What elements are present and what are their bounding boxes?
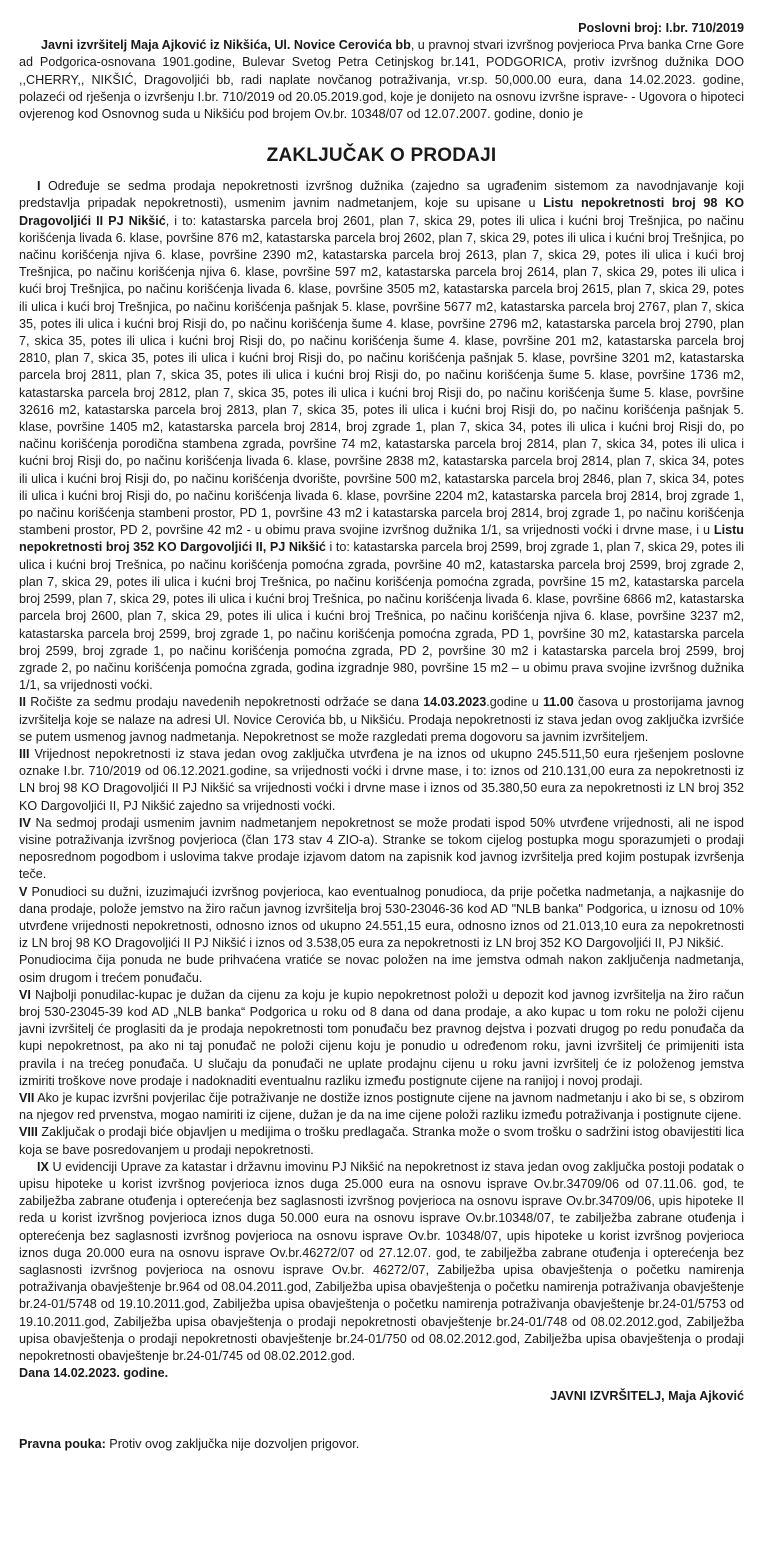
section-4-number: IV — [19, 815, 31, 830]
section-5-text: Ponudioci su dužni, izuzimajući izvršnog povjerioca, kao eventualnog ponudioca, da prije početka nadmetanja, a najkasnije do dana prodaje, polože jemstvo na žiro račun javnog izvršitelja broj 530-23046-36 kod AD "NLB banka" Podgorica, u iznosu od 10% utvrđene vrijednosti nepokretnosti, odnosno iznos od ukupno 24.551,15 eura, odnosno iznos od 21.013,10 eura za nepokretnosti iz LN broj 98 KO Dragovoljići II PJ Nikšić i iznos od 3.538,05 eura za nepokretnosti iz LN broj 352 KO Dargovoljići II, PJ Nikšić. — [19, 884, 744, 951]
signature: JAVNI IZVRŠITELJ, Maja Ajković — [550, 1389, 744, 1404]
section-2-text-a: Ročište za sedmu prodaju navedenih nepokretnosti održaće se dana — [26, 695, 424, 710]
section-2-text-b: .godine u — [486, 695, 543, 710]
section-1-number: I — [37, 179, 41, 194]
hearing-time: 11.00 — [542, 695, 574, 710]
section-5 — [19, 884, 744, 953]
legal-notice-text: Protiv ovog zaključka nije dozvoljen prigovor. — [105, 1436, 360, 1451]
issue-date: Dana 14.02.2023. godine. — [19, 1366, 169, 1381]
section-1-text-b: , i to: katastarska parcela broj 2601, plan 7, skica 29, potes ili ulica i kućni broj Trešnjica, po načinu korišćenja livada 6. klase, površine 876 m2, katastarska parcela broj 2602, plan 7, skica 29, potes ili ulica i kućni broj Trešnjica, po načinu korišćenja njiva 6. klase, površine 2390 m2, katastarska parcela broj 2613, plan 7, skica 29, potes ili ulica i kući broj Trešnjica, po načinu korišćenja njiva 6. klase, površine 597 m2, katastarska parcela broj 2614, plan 7, skica 29, potes ili ulica i kući broj Trešnjica, po načinu korišćenja livada 6. klase, površine 3505 m2, katastarska parcela broj 2615, plan 7, skica 29, potes ili ulica i kući broj Trešnjica, po načinu korišćenja pašnjak 5. klase, površine 5677 m2, katastarska parcela broj 2767, plan 7, skica 35, potes ili ulica i kućni broj Risji do, po načinu korišćenja šume 4. klase, površine 2796 m2, katastarska parcela broj 2790, plan 7, skica 35, potes ili ulica i kućni broj Risji do, po načinu korišćenja šume 4. klase, površine 201 m2, katastarska parcela broj 2810, plan 7, skica 35, potes ili ulica i kućni broj Risji do, po načinu korišćenja pašnjak 5. klase, površine 3201 m2, katastarska parcela broj 2811, plan 7, skica 35, potes ili ulica i kućni broj Risji do, po načinu korišćenja šume 5. klase, površine 1736 m2, katastarska parcela broj 2812, plan 7, skica 35, potes ili ulica i kućni broj Risji do, po načinu korišćenja šume 5. klase, površine 32616 m2, katastarska parcela broj 2813, plan 7, skica 35, potes ili ulica i kućni broj Risji do, po načinu korišćenja pašnjak 5. klase, površine 1405 m2, katastarska parcela broj 2814, broj zgrade 1, plan 7, skica 34, potes ili ulica i kućni broj Risji do, po načinu korišćenja porodična stambena zgrada, površine 74 m2, katastarska parcela broj 2814, plan 7, skica 34, potes ili ulica i kućni broj Risji do, po načinu korišćenja livada 6. klase, površine 2838 m2, katastarska parcela broj 2814, plan 7, skica 34, potes ili ulica i kućni broj Risji do, po načinu korišćenja dvorište, površine 500 m2, katastarska parcela broj 2846, plan 7, skica 34, potes ili ulica i kućni broj Risji do, po načinu korišćenja livada 6. klase, površine 2204 m2, katastarska parcela broj 2814, broj zgrade 1, po načinu korišćenja stambeni prostor, PD 1, površine 43 m2 i katastarska parcela broj 2814, broj zgrade 1, po načinu korišćenja stambeni prostor, PD 2, površine 42 m2 - u obimu prava svojine izvršnog dužnika 1/1, sa vrijednosti voćki i drvne mase, i u — [19, 213, 744, 538]
section-8-number: VIII — [19, 1125, 38, 1140]
hearing-date: 14.03.2023 — [423, 695, 487, 710]
section-3 — [19, 746, 744, 815]
section-7-number: VII — [19, 1090, 35, 1105]
section-1-text-a: Određuje se sedma prodaja nepokretnosti izvršnog dužnika (zajedno sa ugrađenim sistemom za navodnjavanje koji predstavlja pripadak nepokretnosti), usmenim javnim nadmetanjem, koje su upisane u — [19, 179, 744, 211]
section-9-text: U evidenciji Uprave za katastar i državnu imovinu PJ Nikšić na nepokretnost iz stava jedan ovog zaključka postoji podatak o upisu hipoteke u korist izvršnog povjerioca iznos duga 25.000 eura na osnovu isprave Ov.br.34709/06 od 07.11.06. god, te zabilježba zabrane otuđenja i opterećenja bez saglasnosti izvršnog povjerioca na osnovu isprave Ov.br.34709/06, upis hipoteke II reda u korist izvršnog povjerioca iznos duga 50.000 eura na osnovu isprave Ov.br.10348/07, te zabilježba zabrane otuđenja i opterećenja bez saglasnosti izvršnog povjerioca na osnovu isprave Ov.br. 10348/07, upis hipoteke u korist izvršnog povjerioca iznos duga 20.000 eura na osnovu isprave Ov.br.46272/07 od 27.12.07. god, te zabilježba zabrane otuđenja i opterećenja bez saglasnosti izvršnog povjerioca na osnovu isprave Ov.br. 46272/07, Zabilježba upisa obavještenja o početku namirenja potraživanja obavještenje br.964 od 08.04.2011.god, Zabilježba upisa obavještenja o početku namirenja potraživanja obavještenje br.24-01/5748 od 19.10.2011.god, Zabilježba upisa obavještenja o početku namirenja potraživanja obavještenje br.24-01/5753 od 19.10.2011.god, Zabilježba upisa obavještenja o prodaji nepokretnosti obavještenje br.24-01/748 od 08.02.2012.god, Zabilježba upisa obavještenja o prodaji nepokretnosti obavještenje br.24-01/750 od 08.02.2012.god, Zabilježba upisa obavještenja o prodaji nepokretnosti obavještenje br.24-01/745 od 08.02.2012.god. — [19, 1159, 744, 1364]
section-6-number: VI — [19, 987, 31, 1002]
section-2-text-c: časova u prostorijama javnog izvršitelja koje se nalaze na adresi Ul. Novice Cerovića bb, u Nikšiću. Prodaja nepokretnosti iz stava jedan ovog zaključka izvršiće se putem usmenog javnog nadmetanja. Nepokretnost se može razgledati prema dogovoru sa javnim izvršiteljem. — [19, 695, 744, 744]
legal-notice-label: Pravna pouka: — [19, 1436, 106, 1451]
intro-text: , u pravnoj stvari izvršnog povjerioca Prva banka Crne Gore ad Podgorica-osnovana 1901.godine, Bulevar Svetog Petra Cetinjskog br.141, PODGORICA, protiv izvršnog dužnika DOO ,,CHERRY,, NIKŠIĆ, Dragovoljići bb, radi naplate novčanog potraživanja, vr.sp. 50,000.00 eura, dana 14.02.2023. godine, polazeći od rješenja o izvršenju I.br. 710/2019 od 20.05.2019.god, koje je donijeto na osnovu izvršne isprave- - Ugovora o hipoteci ovjerenog kod Osnovnog suda u Nikšiću pod brojem Ov.br. 10348/07 od 12.07.2007. godine, donio je — [19, 38, 744, 122]
section-6 — [19, 987, 744, 1090]
section-9 — [19, 1159, 744, 1365]
section-2 — [19, 694, 744, 746]
section-3-text: Vrijednost nepokretnosti iz stava jedan ovog zaključka utvrđena je na iznos od ukupno 245.511,50 eura rješenjem poslovne oznake I.br. 710/2019 od 06.12.2021.godine, sa vrijednosti voćki i drvne mase, i to: iznos od 210.131,00 eura za nepokretnosti iz LN broj 98 KO Dragovoljići II PJ Nikšić sa vrijednosti voćki i drvne mase i iznos od 35.380,50 eura za nepokretnosti iz LN broj 352 KO Dargovoljići II, PJ Nikšić zajedno sa vrijednosti voćki. — [19, 746, 744, 813]
section-7 — [19, 1090, 744, 1124]
legal-notice — [19, 1436, 744, 1453]
section-9-number: IX — [37, 1159, 49, 1174]
section-8 — [19, 1124, 744, 1158]
section-6-text: Najbolji ponudilac-kupac je dužan da cijenu za koju je kupio nepokretnost položi u depozit kod javnog izvršitelja na žiro račun broj 530-23045-39 kod AD „NLB banka“ Podgorica u roku od 8 dana od dana prodaje, a ako kupac u tom roku ne položi cijenu javni izvršitelj će proglasiti da je prodaja nepokretnosti tom ponuđaču bez pravnog dejstva i pozvati drugog po redu ponuđača da kupi nepokretnost, pa ako ni taj ponuđač ne položi cijenu koju je ponudio u određenom roku, javni izvršitelj će primijeniti ista pravila i na trećeg ponuđača. U slučaju da ponuđači ne uplate prodajnu cijenu u roku javni izvršitelj će iz položenog jemstva izmiriti troškove nove prodaje i nadoknaditi eventualnu razliku između postignute cijene na ranijoj i novoj prodaji. — [19, 987, 744, 1088]
document — [19, 20, 744, 1453]
section-8-text: Zaključak o prodaji biće objavljen u medijima o trošku predlagača. Stranka može o svom trošku o sadržini istog obavijestiti lica koja se bave posredovanjem u prodaji nepokretnosti. — [19, 1125, 744, 1157]
enforcement-officer: Javni izvršitelj Maja Ajković iz Nikšića, Ul. Novice Cerovića bb — [41, 38, 411, 53]
section-1-property-list-98: Listu nepokretnosti broj 98 KO Dragovoljići II PJ Nikšić — [19, 196, 744, 228]
section-7-text: Ako je kupac izvršni povjerilac čije potraživanje ne dostiže iznos postignute cijene na javnom nadmetanju i ako bi se, s obzirom na njegov red prvenstva, mogao namiriti iz cijene, dužan je da na ime cijene položi razliku između potraživanja i postignute cijene. — [19, 1090, 744, 1123]
section-5-number: V — [19, 884, 28, 899]
section-5-continuation: Ponudiocima čija ponuda ne bude prihvaćena vratiće se novac položen na ime jemstva odmah nakon zaključenja nadmetanja, osim drugom i trećem ponuđaču. — [19, 953, 744, 985]
intro-paragraph — [19, 37, 744, 123]
section-1 — [19, 178, 744, 694]
document-title: ZAKLJUČAK O PRODAJI — [266, 145, 497, 167]
section-1-property-list-352: Listu nepokretnosti broj 352 KO Dargovoljići II, PJ Nikšić — [19, 523, 744, 555]
section-2-number: II — [19, 695, 26, 710]
section-3-number: III — [19, 746, 30, 761]
case-number: Poslovni broj: I.br. 710/2019 — [578, 21, 744, 35]
section-4-text: Na sedmoj prodaji usmenim javnim nadmetanjem nepokretnost se može prodati ispod 50% utvrđene vrijednosti, ali ne ispod visine potraživanja izvršnog povjerioca (član 173 stav 4 ZIO-a). Stranke se tokom cijelog postupka mogu sporazumjeti o prodaji neposrednom pogodbom i uslovima takve prodaje izjavom datom na zapisnik kod javnog izvršitelja pred kojim postupak izvršenja teče. — [19, 815, 744, 882]
section-4 — [19, 815, 744, 884]
section-1-text-c: i to: katastarska parcela broj 2599, broj zgrade 1, plan 7, skica 29, potes ili ulica i kućni broj Trešnica, po načinu korišćenja pomoćna zgrada, površine 40 m2, katastarska parcela broj 2599, broj zgrade 2, plan 7, skica 29, potes ili ulica i kućni broj Trešnica, po načinu korišćenja pomoćna zgrada, površine 15 m2, katastarska parcela broj 2599, plan 7, skica 29, potes ili ulica i kućni broj Trešnica, po načinu korišćenja livada 6. klase, površine 6866 m2, katastarska parcela broj 2600, plan 7, skica 29, potes ili ulica i kućni broj Trešnica, po načinu korišćenja njiva 6. klase, površine 3237 m2, katastarska parcela broj 2599, broj zgrade 1, po načinu korišćenja pomoćna zgrada, PD 1, površine 30 m2, katastarska parcela broj 2599, broj zgrade 1, po načinu korišćenja pomoćna zgrada, PD 2, površine 30 m2 i katastarska parcela broj 2599, broj zgrade 2, po načinu korišćenja pomoćna zgrada, godina izgradnje 980, površine 15 m2 – u obimu prava svojine izvršnog dužnika 1/1, sa vrijednosti voćki. — [19, 540, 744, 693]
